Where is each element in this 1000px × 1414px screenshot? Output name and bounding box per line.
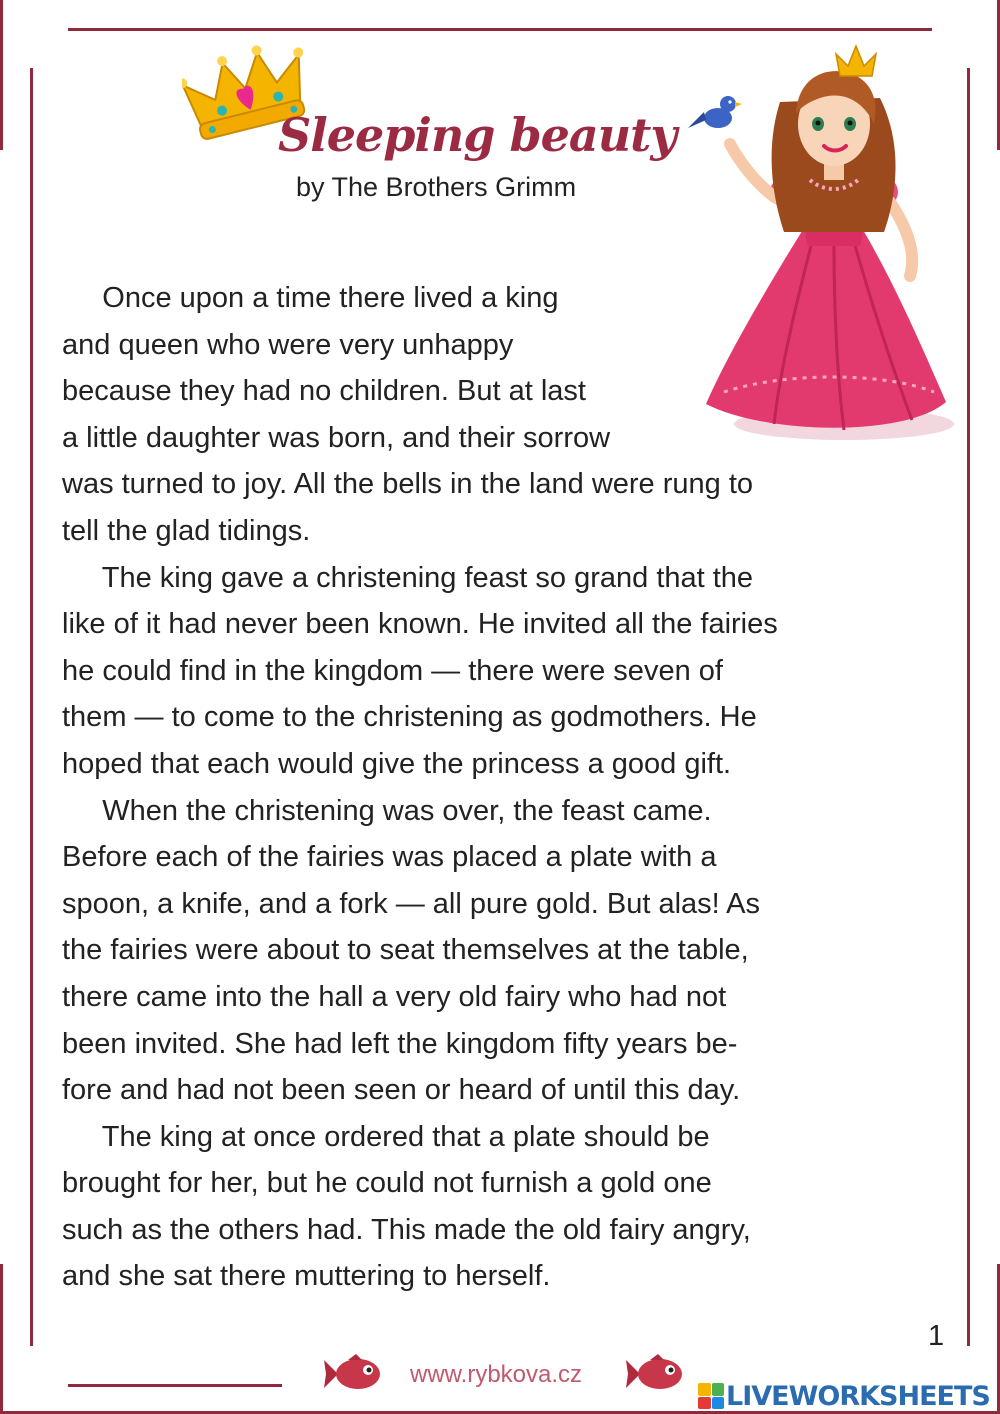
story-line: tell the glad tidings. (62, 514, 311, 547)
page-number: 1 (928, 1320, 945, 1352)
story-line: and she sat there muttering to herself. (62, 1260, 551, 1293)
frame-left-inner (30, 68, 33, 1346)
frame-left-top (0, 0, 3, 150)
frame-top-line (68, 28, 932, 31)
fish-icon (624, 1352, 686, 1396)
story-text (62, 275, 942, 1300)
story-line: Once upon a time there lived a king (62, 282, 559, 314)
story-line: he could find in the kingdom — there were seven of (62, 654, 723, 687)
story-line: there came into the hall a very old fairy who had not (62, 980, 727, 1013)
story-line: fore and had not been seen or heard of until this day. (62, 1074, 741, 1107)
story-line: was turned to joy. All the bells in the land were rung to (62, 468, 754, 501)
story-line: and queen who were very unhappy (62, 328, 514, 361)
story-line: been invited. She had left the kingdom fifty years be- (62, 1027, 738, 1060)
frame-bottom-left-line (68, 1384, 282, 1387)
story-line: them — to come to the christening as godmothers. He (62, 701, 757, 734)
bird-icon (688, 96, 742, 128)
story-line: a little daughter was born, and their sorrow (62, 421, 611, 454)
fish-icon (322, 1352, 384, 1396)
story-line: The king gave a christening feast so grand that the (62, 561, 754, 594)
story-line: the fairies were about to seat themselves at the table, (62, 934, 749, 967)
story-line: such as the others had. This made the old fairy angry, (62, 1213, 751, 1246)
story-line: spoon, a knife, and a fork — all pure gold. But alas! As (62, 887, 761, 920)
story-line: brought for her, but he could not furnish a gold one (62, 1167, 712, 1200)
story-line: Before each of the fairies was placed a plate with a (62, 841, 717, 874)
liveworksheets-icon (698, 1383, 724, 1409)
frame-left-bottom (0, 1264, 3, 1414)
liveworksheets-logo[interactable] (698, 1378, 990, 1414)
story-byline: by The Brothers Grimm (296, 172, 577, 202)
story-line: When the christening was over, the feast came. (62, 794, 712, 827)
story-title: Sleeping beauty (278, 108, 677, 162)
story-line: hoped that each would give the princess a good gift. (62, 747, 732, 780)
liveworksheets-text: LIVEWORKSHEETS (726, 1380, 990, 1412)
story-line: like of it had never been known. He invited all the fairies (62, 608, 778, 641)
frame-right-inner (967, 68, 970, 1346)
story-line: because they had no children. But at last (62, 375, 586, 408)
website-link[interactable]: www.rybkova.cz (410, 1361, 583, 1388)
story-line: The king at once ordered that a plate should be (62, 1120, 710, 1153)
